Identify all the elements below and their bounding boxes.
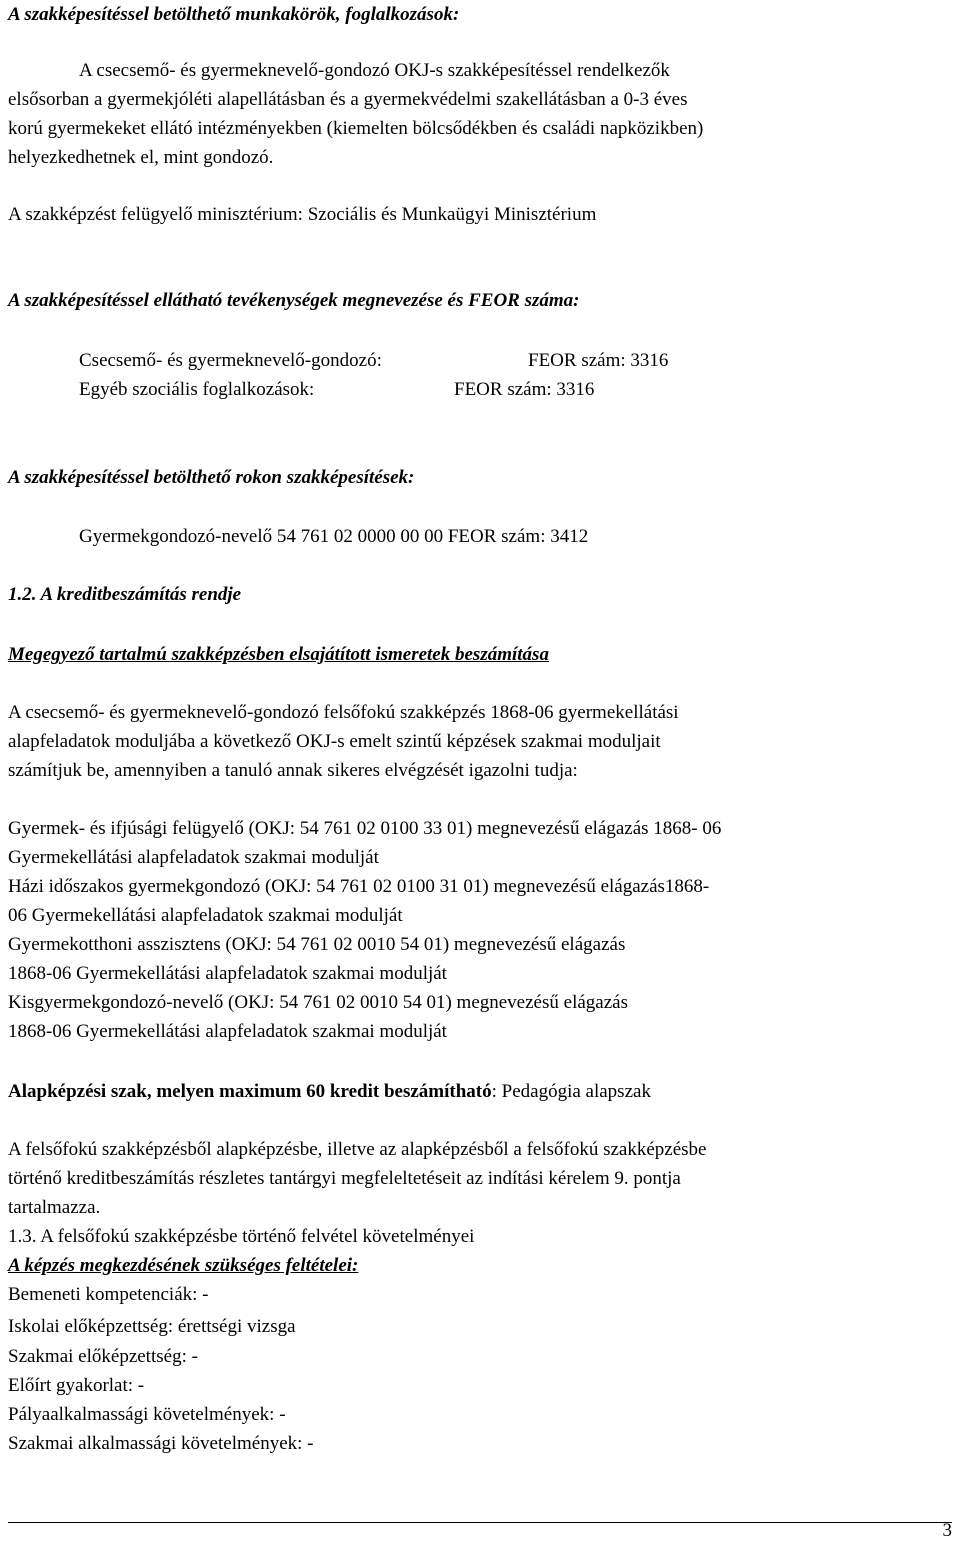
credit-line — [8, 1077, 651, 1106]
module-line: Gyermekellátási alapfeladatok szakmai modulját — [8, 847, 379, 868]
feor-label: Egyéb szociális foglalkozások: — [79, 379, 315, 400]
ministry-line: A szakképzést felügyelő minisztérium: Szociális és Munkaügyi Minisztérium — [8, 204, 597, 225]
condition-item: Szakmai előképzettség: - — [8, 1346, 198, 1367]
paragraph-line: A csecsemő- és gyermeknevelő-gondozó felsőfokú szakképzés 1868-06 gyermekellátási — [8, 702, 679, 723]
feor-row — [79, 346, 669, 375]
condition-item: Pályaalkalmassági követelmények: - — [8, 1404, 286, 1425]
heading-conditions: A képzés megkezdésének szükséges feltételei: — [8, 1255, 359, 1276]
related-line: Gyermekgondozó-nevelő 54 761 02 0000 00 00 FEOR szám: 3412 — [79, 526, 589, 547]
heading-equal-content: Megegyező tartalmú szakképzésben elsajátított ismeretek beszámítása — [8, 644, 549, 665]
module-line: 1868-06 Gyermekellátási alapfeladatok szakmai modulját — [8, 963, 447, 984]
condition-item: Iskolai előképzettség: érettségi vizsga — [8, 1316, 296, 1337]
module-line: 1868-06 Gyermekellátási alapfeladatok szakmai modulját — [8, 1021, 447, 1042]
paragraph-line: alapfeladatok moduljába a következő OKJ-s emelt szintű képzések szakmai moduljait — [8, 731, 661, 752]
condition-item: Bemeneti kompetenciák: - — [8, 1284, 209, 1305]
heading-jobs: A szakképesítéssel betölthető munkakörök, foglalkozások: — [8, 4, 460, 25]
paragraph-line: történő kreditbeszámítás részletes tantárgyi megfeleltetéseit az indítási kérelem 9. pontja — [8, 1168, 681, 1189]
paragraph-line: A felsőfokú szakképzésből alapképzésbe, illetve az alapképzésből a felsőfokú szakképzésbe — [8, 1139, 707, 1160]
credit-label: Alapképzési szak, melyen maximum 60 kredit beszámítható — [8, 1081, 492, 1102]
module-line: 06 Gyermekellátási alapfeladatok szakmai modulját — [8, 905, 403, 926]
feor-label: Csecsemő- és gyermeknevelő-gondozó: — [79, 350, 382, 371]
paragraph-line: tartalmazza. — [8, 1197, 101, 1218]
heading-feor: A szakképesítéssel ellátható tevékenységek megnevezése és FEOR száma: — [8, 290, 580, 311]
module-line: Gyermekotthoni asszisztens (OKJ: 54 761 02 0010 54 01) megnevezésű elágazás — [8, 934, 626, 955]
section-1-3: 1.3. A felsőfokú szakképzésbe történő felvétel követelményei — [8, 1226, 475, 1247]
paragraph-line: korú gyermekeket ellátó intézményekben (kiemelten bölcsődékben és családi napközikben) — [8, 118, 704, 139]
credit-value: : Pedagógia alapszak — [491, 1081, 651, 1102]
page-number: 3 — [942, 1520, 952, 1541]
feor-value: FEOR szám: 3316 — [454, 379, 595, 400]
footer-divider — [8, 1522, 952, 1523]
paragraph-line: helyezkedhetnek el, mint gondozó. — [8, 147, 274, 168]
paragraph-line: számítjuk be, amennyiben a tanuló annak sikeres elvégzését igazolni tudja: — [8, 760, 578, 781]
module-line: Kisgyermekgondozó-nevelő (OKJ: 54 761 02 0010 54 01) megnevezésű elágazás — [8, 992, 628, 1013]
heading-related: A szakképesítéssel betölthető rokon szakképesítések: — [8, 467, 415, 488]
feor-value: FEOR szám: 3316 — [528, 350, 669, 371]
paragraph-line: elsősorban a gyermekjóléti alapellátásban és a gyermekvédelmi szakellátásban a 0-3 éves — [8, 89, 688, 110]
condition-item: Szakmai alkalmassági követelmények: - — [8, 1433, 314, 1454]
feor-row — [79, 375, 595, 404]
module-line: Házi időszakos gyermekgondozó (OKJ: 54 761 02 0100 31 01) megnevezésű elágazás1868- — [8, 876, 710, 897]
paragraph-line: A csecsemő- és gyermeknevelő-gondozó OKJ-s szakképesítéssel rendelkezők — [79, 60, 670, 81]
condition-item: Előírt gyakorlat: - — [8, 1375, 145, 1396]
section-1-2: 1.2. A kreditbeszámítás rendje — [8, 584, 242, 605]
module-line: Gyermek- és ifjúsági felügyelő (OKJ: 54 761 02 0100 33 01) megnevezésű elágazás 1868- 06 — [8, 818, 722, 839]
